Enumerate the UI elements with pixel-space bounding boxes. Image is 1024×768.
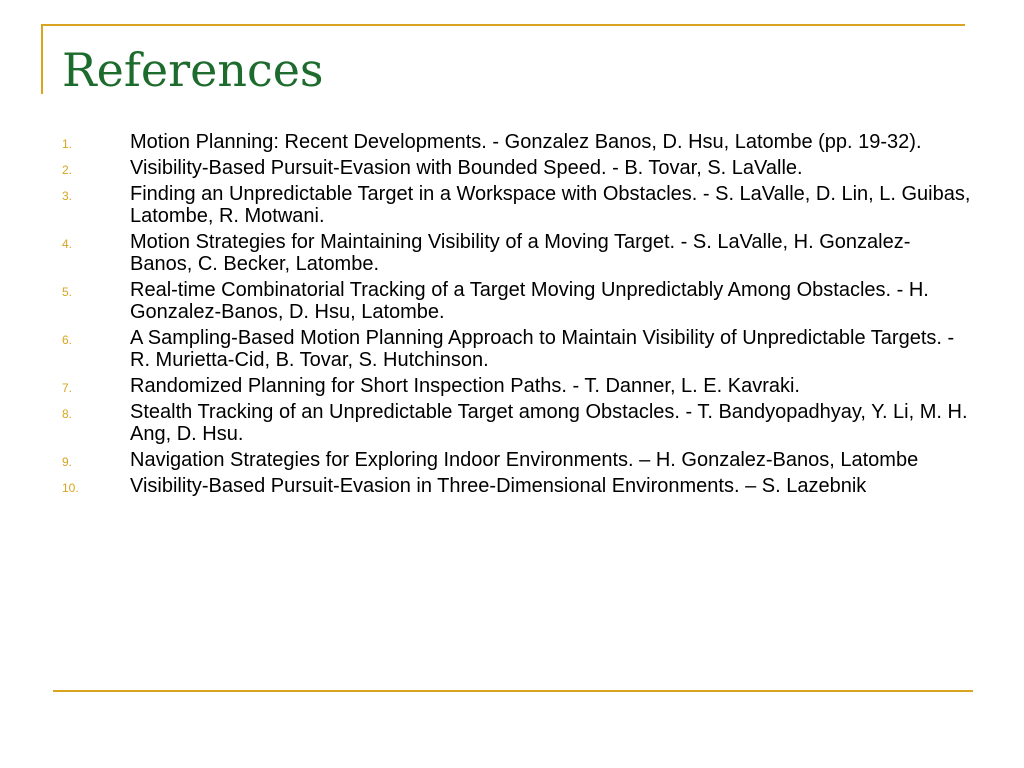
reference-item	[62, 475, 972, 497]
reference-item	[62, 327, 972, 371]
reference-item	[62, 157, 972, 179]
reference-number: 3.	[62, 189, 73, 203]
reference-text: A Sampling-Based Motion Planning Approach to Maintain Visibility of Unpredictable Targets. - R. Murietta-Cid, B. Tovar, S. Hutchinson.	[130, 327, 955, 371]
slide-title: References	[62, 43, 324, 97]
reference-number: 6.	[62, 333, 73, 347]
reference-text: Finding an Unpredictable Target in a Workspace with Obstacles. - S. LaValle, D. Lin, L. Guibas, Latombe, R. Motwani.	[130, 183, 971, 227]
reference-number: 5.	[62, 285, 73, 299]
reference-text: Motion Strategies for Maintaining Visibility of a Moving Target. - S. LaValle, H. Gonzalez-Banos, C. Becker, Latombe.	[130, 231, 911, 275]
reference-item	[62, 401, 972, 445]
reference-item	[62, 131, 972, 153]
reference-text: Motion Planning: Recent Developments. - Gonzalez Banos, D. Hsu, Latombe (pp. 19-32).	[130, 131, 922, 153]
footer-accent-rule	[53, 690, 973, 692]
reference-number: 7.	[62, 381, 73, 395]
references-list	[62, 131, 972, 501]
title-accent-vertical-rule	[41, 24, 43, 94]
reference-text: Visibility-Based Pursuit-Evasion in Three-Dimensional Environments. – S. Lazebnik	[130, 475, 867, 497]
reference-text: Stealth Tracking of an Unpredictable Target among Obstacles. - T. Bandyopadhyay, Y. Li, M. H. Ang, D. Hsu.	[130, 401, 968, 445]
reference-number: 8.	[62, 407, 73, 421]
reference-text: Navigation Strategies for Exploring Indoor Environments. – H. Gonzalez-Banos, Latombe	[130, 449, 919, 471]
reference-text: Visibility-Based Pursuit-Evasion with Bounded Speed. - B. Tovar, S. LaValle.	[130, 157, 803, 179]
reference-item	[62, 449, 972, 471]
reference-item	[62, 375, 972, 397]
reference-item	[62, 231, 972, 275]
reference-number: 2.	[62, 163, 73, 177]
reference-item	[62, 279, 972, 323]
reference-text: Real-time Combinatorial Tracking of a Target Moving Unpredictably Among Obstacles. - H. Gonzalez-Banos, D. Hsu, Latombe.	[130, 279, 929, 323]
reference-text: Randomized Planning for Short Inspection Paths. - T. Danner, L. E. Kavraki.	[130, 375, 800, 397]
reference-item	[62, 183, 972, 227]
reference-number: 10.	[62, 481, 79, 495]
reference-number: 9.	[62, 455, 73, 469]
reference-number: 4.	[62, 237, 73, 251]
title-accent-top-rule	[41, 24, 965, 26]
reference-number: 1.	[62, 137, 73, 151]
